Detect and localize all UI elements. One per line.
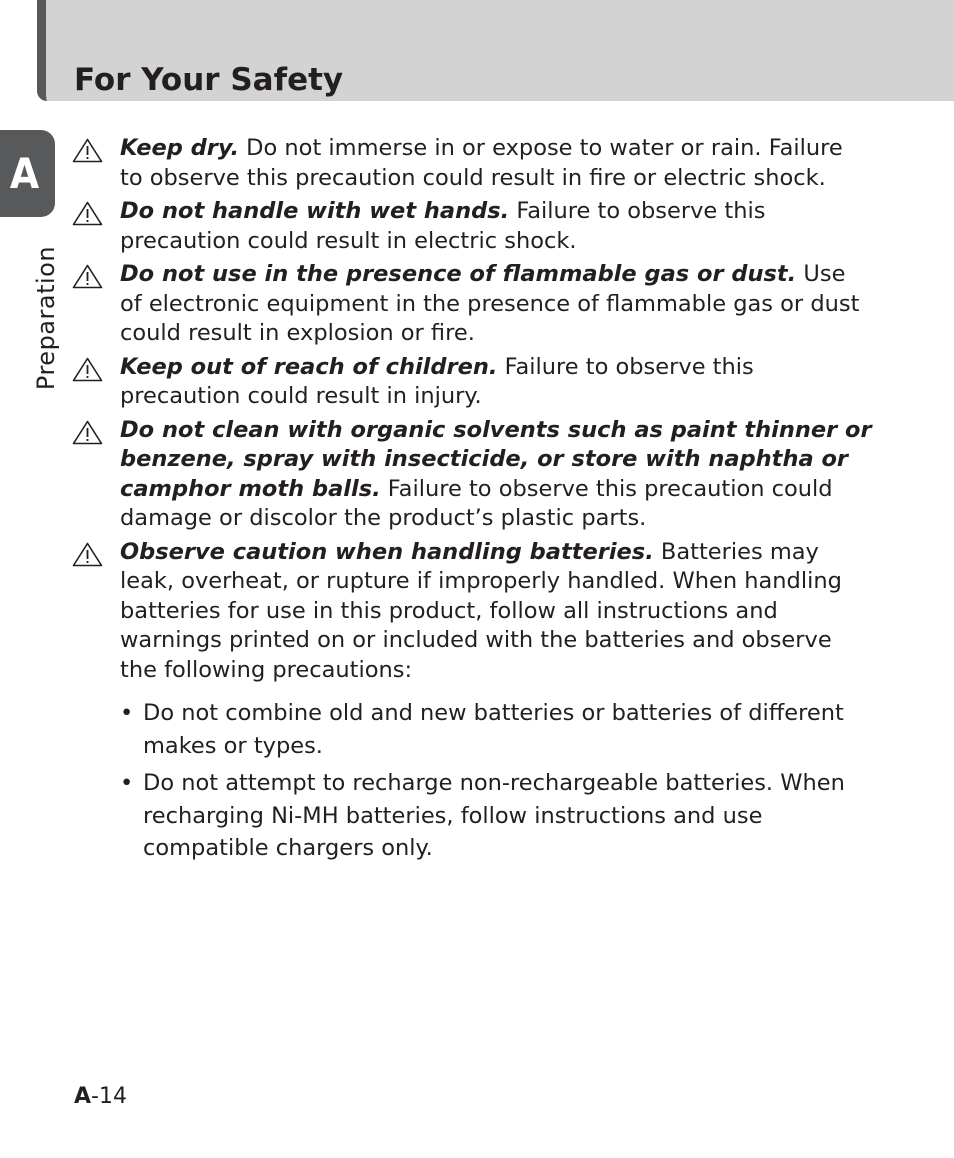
precaution-text: Failure to observe this precaution could result in electric shock. (120, 198, 766, 254)
precaution-text: Do not immerse in or expose to water or rain. Failure to observe this precaution could result in fire or electric shock. (120, 135, 843, 191)
list-item (120, 767, 872, 865)
precaution-item (72, 134, 872, 193)
precaution-heading: Do not use in the presence of flammable gas or dust. (120, 261, 797, 287)
list-item (120, 697, 872, 762)
page-number (74, 1083, 127, 1111)
section-label: Preparation (32, 245, 60, 391)
page-number-letter: A (74, 1084, 92, 1109)
precaution-item (72, 538, 872, 865)
precaution-text: Batteries may leak, overheat, or rupture if improperly handled. When handling batteries for use in this product, follow all instructions and warnings printed on or included with the batteries and observe the following precautions: (120, 538, 842, 683)
bullet-text: Do not combine old and new batteries or batteries of different makes or types. (143, 700, 844, 759)
bullet-text: Do not attempt to recharge non-rechargeable batteries. When recharging Ni-MH batteries, follow instructions and use compatible chargers only. (143, 770, 845, 861)
warning-triangle-icon (72, 357, 103, 382)
precaution-text: Failure to observe this precaution could damage or discolor the product’s plastic parts. (120, 475, 833, 531)
warning-triangle-icon (72, 264, 103, 289)
precaution-item (72, 416, 872, 534)
precaution-text: Failure to observe this precaution could result in injury. (120, 353, 754, 409)
battery-precautions-list (120, 697, 872, 865)
warning-triangle-icon (72, 201, 103, 226)
precaution-item (72, 197, 872, 256)
precaution-heading: Observe caution when handling batteries. (120, 538, 654, 565)
chapter-tab: A (0, 130, 55, 217)
precaution-heading: Keep dry. (120, 135, 240, 161)
precaution-heading: Keep out of reach of children. (120, 353, 498, 380)
warning-triangle-icon (72, 542, 103, 567)
safety-precautions-list (72, 134, 872, 870)
precaution-heading: Do not handle with wet hands. (120, 198, 510, 224)
precaution-item (72, 353, 872, 412)
bullet-dot-icon: • (120, 700, 134, 726)
precaution-text: Use of electronic equipment in the presence of flammable gas or dust could result in explosion or fire. (120, 261, 860, 346)
page-number-value: -14 (91, 1084, 127, 1109)
warning-triangle-icon (72, 420, 103, 445)
precaution-heading: Do not clean with organic solvents such as paint thinner or benzene, spray with insecticide, or store with naphtha or camphor moth balls. (120, 416, 872, 502)
page-title: For Your Safety (74, 62, 344, 98)
warning-triangle-icon (72, 138, 103, 163)
bullet-dot-icon: • (120, 770, 134, 796)
precaution-item (72, 260, 872, 349)
